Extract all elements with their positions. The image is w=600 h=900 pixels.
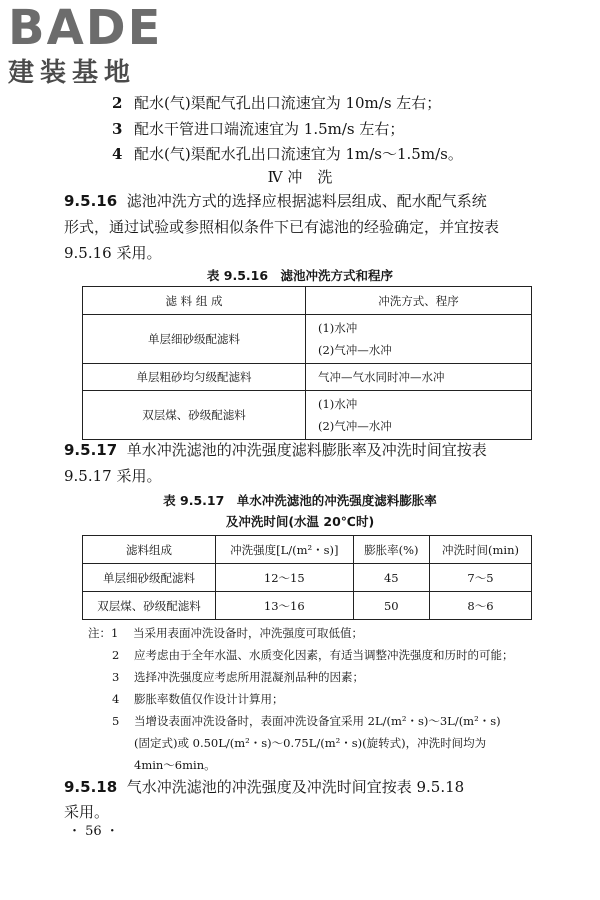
table1-caption: 表 9.5.16 滤池冲洗方式和程序	[206, 268, 394, 283]
table2-cell: 单层细砂级配滤料	[83, 564, 216, 592]
table2-cell: 13～16	[216, 592, 354, 620]
table1-cell: 单层粗砂均匀级配滤料	[83, 364, 306, 391]
note-continuation: 4min～6min。	[134, 758, 216, 772]
note-item: 注：1 当采用表面冲洗设备时，冲洗强度可取低值；	[88, 626, 363, 640]
clause-9516-line3: 9.5.16 采用。	[64, 244, 162, 262]
table2-header-row	[83, 536, 532, 564]
table1-header: 冲洗方式、程序	[306, 287, 532, 315]
table2-header: 冲洗强度[L/(m²・s)]	[216, 536, 354, 564]
list-item: 3 配水干管进口端流速宜为 1.5m/s 左右；	[112, 120, 405, 138]
table2-cell: 双层煤、砂级配滤料	[83, 592, 216, 620]
list-item: 4 配水(气)渠配水孔出口流速宜为 1m/s～1.5m/s。	[112, 145, 463, 163]
table2-cell: 50	[353, 592, 429, 620]
table1-header: 滤 料 组 成	[83, 287, 306, 315]
table-row	[83, 315, 532, 364]
table1-cell: (1)水冲 (2)气冲—水冲	[306, 391, 532, 440]
clause-9518-line2: 采用。	[64, 803, 110, 821]
table-row	[83, 391, 532, 440]
table-row	[83, 564, 532, 592]
clause-9517-line2: 9.5.17 采用。	[64, 467, 162, 485]
table2	[82, 535, 532, 620]
table1-cell: 气冲—气水同时冲—水冲	[306, 364, 532, 391]
list-item: 2 配水(气)渠配气孔出口流速宜为 10m/s 左右；	[112, 94, 442, 112]
logo	[8, 2, 188, 89]
logo-subtitle: 建装基地	[8, 58, 137, 88]
table1	[82, 286, 532, 440]
table1-cell: (1)水冲 (2)气冲—水冲	[306, 315, 532, 364]
table2-cell: 7～5	[430, 564, 532, 592]
table2-cell: 12～15	[216, 564, 354, 592]
note-item: 2 应考虑由于全年水温、水质变化因素，有适当调整冲洗强度和历时的可能；	[112, 648, 514, 662]
logo-brand: BADE	[8, 0, 163, 56]
note-item: 4 膨胀率数值仅作设计计算用；	[112, 692, 284, 706]
table2-header: 滤料组成	[83, 536, 216, 564]
table2-cell: 8～6	[430, 592, 532, 620]
table-row	[83, 364, 532, 391]
table2-header: 冲洗时间(min)	[430, 536, 532, 564]
page-number: ・ 56 ・	[68, 824, 119, 839]
clause-9518-line1: 9.5.18 气水冲洗滤池的冲洗强度及冲洗时间宜按表 9.5.18	[64, 778, 465, 796]
table2-header: 膨胀率(%)	[353, 536, 429, 564]
section-heading: Ⅳ 冲 洗	[267, 168, 333, 186]
clause-9516-line2: 形式，通过试验或参照相似条件下已有滤池的经验确定，并宜按表	[64, 218, 500, 236]
table2-caption-2: 及冲洗时间(水温 20℃时)	[225, 514, 375, 529]
note-continuation: (固定式)或 0.50L/(m²・s)～0.75L/(m²・s)(旋转式)，冲洗时间均为	[134, 736, 487, 750]
table1-cell: 双层煤、砂级配滤料	[83, 391, 306, 440]
note-item: 3 选择冲洗强度应考虑所用混凝剂品种的因素；	[112, 670, 364, 684]
table2-caption: 表 9.5.17 单水冲洗滤池的冲洗强度滤料膨胀率	[163, 493, 437, 508]
table1-header-row	[83, 287, 532, 315]
table1-cell: 单层细砂级配滤料	[83, 315, 306, 364]
clause-9517-line1: 9.5.17 单水冲洗滤池的冲洗强度滤料膨胀率及冲洗时间宜按表	[64, 441, 487, 459]
note-item: 5 当增设表面冲洗设备时，表面冲洗设备宜采用 2L/(m²・s)～3L/(m²・s)	[112, 714, 501, 728]
table2-cell: 45	[353, 564, 429, 592]
table-row	[83, 592, 532, 620]
clause-9516-line1: 9.5.16 滤池冲洗方式的选择应根据滤料层组成、配水配气系统	[64, 192, 487, 210]
